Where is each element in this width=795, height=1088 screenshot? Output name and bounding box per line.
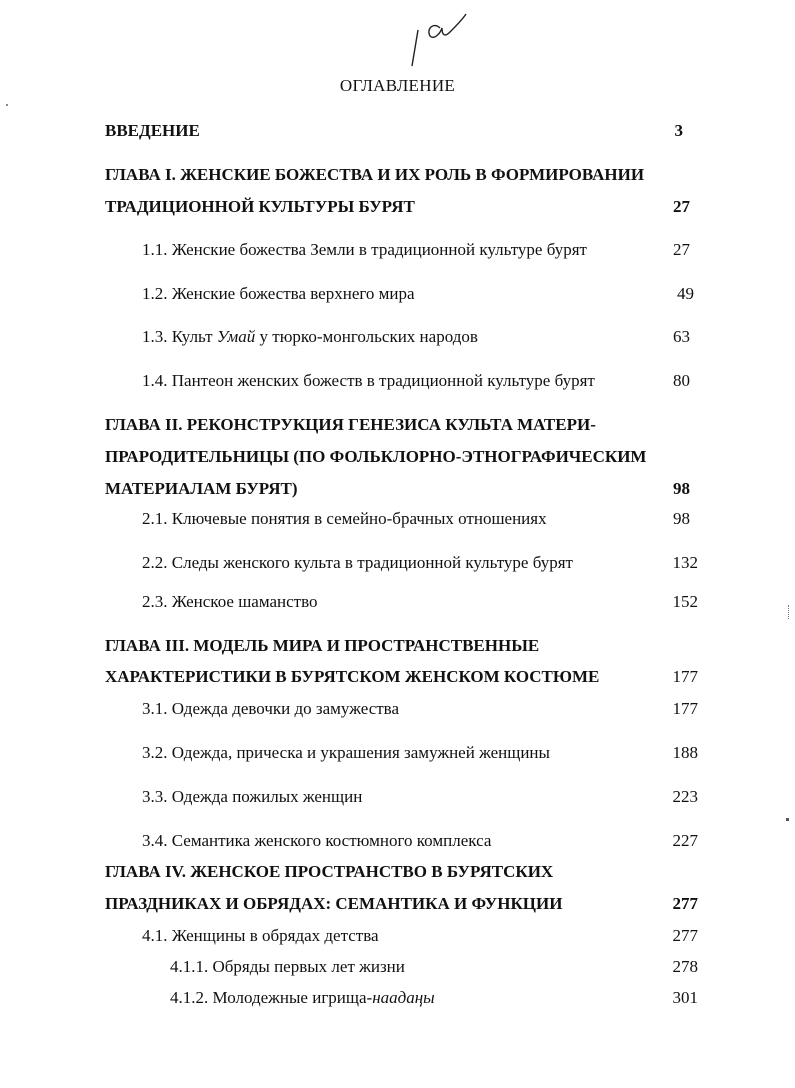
toc-ch2-line2: ПРАРОДИТЕЛЬНИЦЫ (ПО ФОЛЬКЛОРНО-ЭТНОГРАФИЧЕСКИМ [105, 447, 647, 466]
handwritten-mark [400, 8, 470, 70]
toc-4-1-2-page: 301 [672, 988, 698, 1007]
scan-speck [6, 104, 8, 106]
toc-1-4-page: 80 [673, 371, 690, 390]
toc-ch1-line2: ТРАДИЦИОННОЙ КУЛЬТУРЫ БУРЯТ [105, 197, 415, 216]
toc-1-3-italic: Умай [216, 327, 256, 346]
toc-intro-page: 3 [674, 121, 683, 140]
handwritten-mark-drawing [400, 8, 470, 70]
toc-4-1-1-label: 4.1.1. Обряды первых лет жизни [170, 957, 405, 976]
toc-1-3-post: у тюрко-монгольских народов [255, 327, 478, 346]
toc-3-1-label: 3.1. Одежда девочки до замужества [142, 699, 400, 718]
toc-4-1-2-label [170, 988, 435, 1008]
toc-3-1-page: 177 [672, 699, 698, 718]
toc-1-3-pre: 1.3. Культ [142, 327, 217, 346]
toc-ch4-page: 277 [672, 894, 698, 913]
toc-2-2-label: 2.2. Следы женского культа в традиционной культуре бурят [142, 553, 573, 572]
toc-1-2-label: 1.2. Женские божества верхнего мира [142, 284, 415, 303]
toc-1-3-page: 63 [673, 327, 690, 346]
toc-ch4-line2: ПРАЗДНИКАХ И ОБРЯДАХ: СЕМАНТИКА И ФУНКЦИИ [105, 894, 563, 913]
toc-4-1-2-pre: 4.1.2. Молодежные игрища- [170, 988, 373, 1007]
toc-1-1-page: 27 [673, 240, 690, 259]
toc-4-1-2-italic: наадаңы [372, 988, 435, 1007]
page-title: ОГЛАВЛЕНИЕ [339, 76, 456, 95]
toc-ch3-line2: ХАРАКТЕРИСТИКИ В БУРЯТСКОМ ЖЕНСКОМ КОСТЮМЕ [105, 667, 600, 686]
toc-2-3-page: 152 [672, 592, 698, 611]
toc-ch1-page: 27 [673, 197, 690, 216]
scan-speck [788, 605, 792, 619]
toc-ch3-page: 177 [672, 667, 698, 686]
toc-3-2-page: 188 [672, 743, 698, 762]
toc-3-3-label: 3.3. Одежда пожилых женщин [142, 787, 363, 806]
toc-ch3-line1: ГЛАВА III. МОДЕЛЬ МИРА И ПРОСТРАНСТВЕННЫЕ [105, 636, 540, 655]
toc-ch4-line1: ГЛАВА IV. ЖЕНСКОЕ ПРОСТРАНСТВО В БУРЯТСКИХ [105, 862, 554, 881]
toc-ch2-line1: ГЛАВА II. РЕКОНСТРУКЦИЯ ГЕНЕЗИСА КУЛЬТА МАТЕРИ- [105, 415, 596, 434]
toc-ch2-line3: МАТЕРИАЛАМ БУРЯТ) [105, 479, 298, 498]
toc-1-2-page: 49 [677, 284, 694, 303]
toc-3-2-label: 3.2. Одежда, прическа и украшения замужней женщины [142, 743, 550, 762]
toc-1-3-label [142, 327, 478, 347]
toc-1-4-label: 1.4. Пантеон женских божеств в традиционной культуре бурят [142, 371, 595, 390]
toc-2-1-page: 98 [673, 509, 690, 528]
toc-2-1-label: 2.1. Ключевые понятия в семейно-брачных отношениях [142, 509, 547, 528]
toc-intro-label: ВВЕДЕНИЕ [105, 121, 200, 140]
toc-1-1-label: 1.1. Женские божества Земли в традиционной культуре бурят [142, 240, 587, 259]
toc-3-4-page: 227 [672, 831, 698, 850]
toc-4-1-1-page: 278 [672, 957, 698, 976]
toc-4-1-page: 277 [672, 926, 698, 945]
toc-ch1-line1: ГЛАВА I. ЖЕНСКИЕ БОЖЕСТВА И ИХ РОЛЬ В ФОРМИРОВАНИИ [105, 165, 645, 184]
toc-2-2-page: 132 [672, 553, 698, 572]
scan-speck [786, 818, 789, 821]
toc-ch2-page: 98 [673, 479, 690, 498]
toc-4-1-label: 4.1. Женщины в обрядах детства [142, 926, 379, 945]
toc-3-4-label: 3.4. Семантика женского костюмного комплекса [142, 831, 492, 850]
toc-2-3-label: 2.3. Женское шаманство [142, 592, 318, 611]
toc-3-3-page: 223 [672, 787, 698, 806]
